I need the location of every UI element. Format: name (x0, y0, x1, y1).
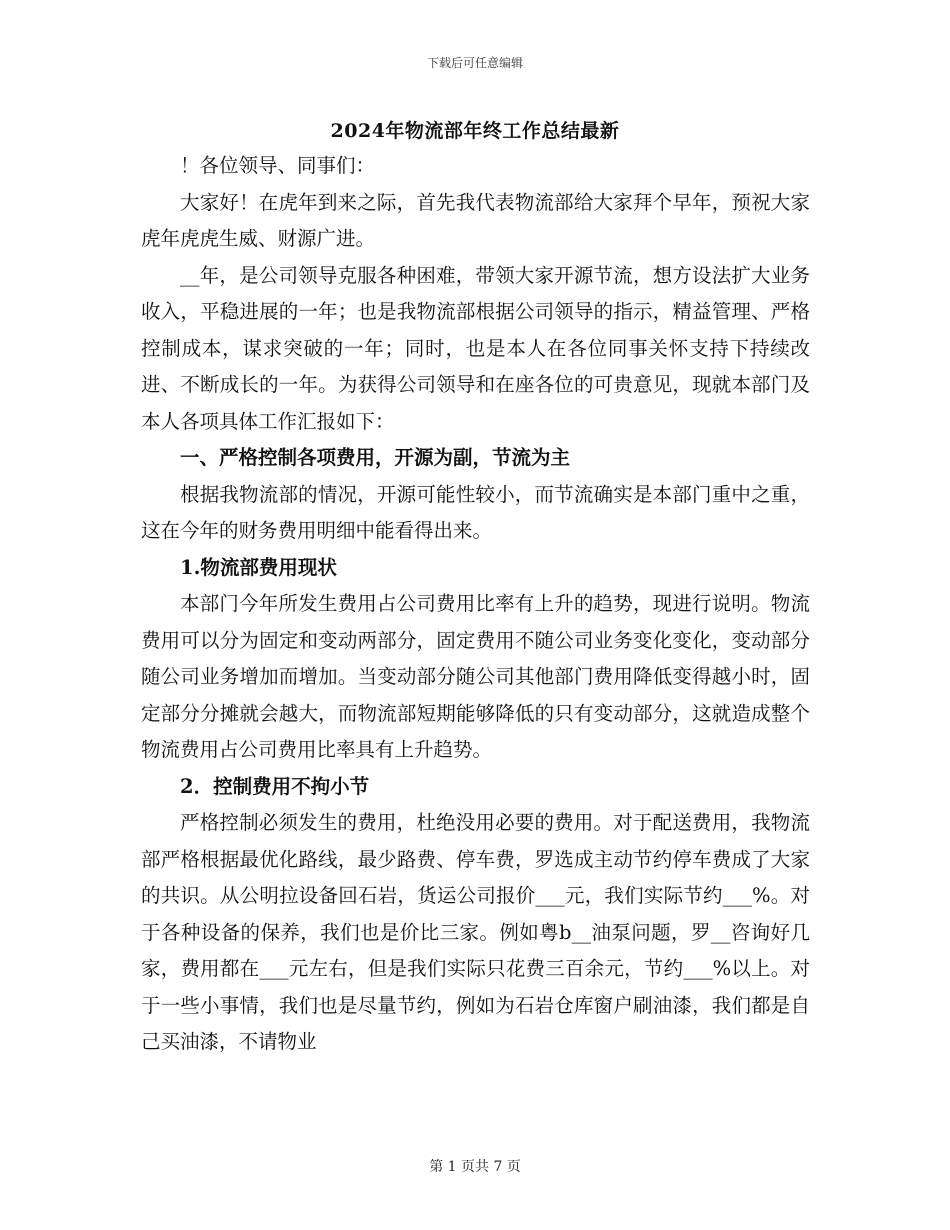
document-body (141, 148, 810, 1061)
body-paragraph: 严格控制必须发生的费用，杜绝没用必要的费用。对于配送费用，我物流部严格根据最优化路线，最少路费、停车费，罗选成主动节约停车费成了大家的共识。从公明拉设备回石岩，货运公司报价___元，我们实际节约___%。对于各种设备的保养，我们也是价比三家。例如粤b__油泵问题，罗__咨询好几家，费用都在___元左右，但是我们实际只花费三百余元，节约___%以上。对于一些小事情，我们也是尽量节约，例如为石岩仓库窗户刷油漆，我们都是自己买油漆，不请物业 (141, 811, 810, 1053)
body-paragraph: 本部门今年所发生费用占公司费用比率有上升的趋势，现进行说明。物流费用可以分为固定和变动两部分，固定费用不随公司业务变化变化，变动部分随公司业务增加而增加。当变动部分随公司其他部门费用降低变得越小时，固定部分分摊就会越大，而物流部短期能够降低的只有变动部分，这就造成整个物流费用占公司费用比率具有上升趋势。 (141, 592, 810, 761)
body-paragraph: 大家好！在虎年到来之际，首先我代表物流部给大家拜个早年，预祝大家虎年虎虎生威、财源广进。 (141, 190, 810, 250)
salutation: ！各位领导、同事们： (180, 154, 376, 177)
section-heading: 一、严格控制各项费用，开源为副，节流为主 (180, 446, 571, 469)
body-paragraph: __年，是公司领导克服各种困难，带领大家开源节流，想方设法扩大业务收入，平稳进展的一年；也是我物流部根据公司领导的指示，精益管理、严格控制成本，谋求突破的一年；同时，也是本人在各位同事关怀支持下持续改进、不断成长的一年。为获得公司领导和在座各位的可贵意见，现就本部门及本人各项具体工作汇报如下： (141, 263, 810, 433)
document-title: 2024年物流部年终工作总结最新 (330, 120, 620, 142)
body-paragraph: 根据我物流部的情况，开源可能性较小，而节流确实是本部门重中之重，这在今年的财务费用明细中能看得出来。 (141, 482, 810, 542)
subsection-heading: 2．控制费用不拘小节 (180, 774, 370, 798)
subsection-heading: 1.物流部费用现状 (180, 555, 337, 579)
page-header: 下载后可任意编辑 (426, 56, 523, 70)
page-footer: 第 1 页共 7 页 (429, 1159, 521, 1175)
